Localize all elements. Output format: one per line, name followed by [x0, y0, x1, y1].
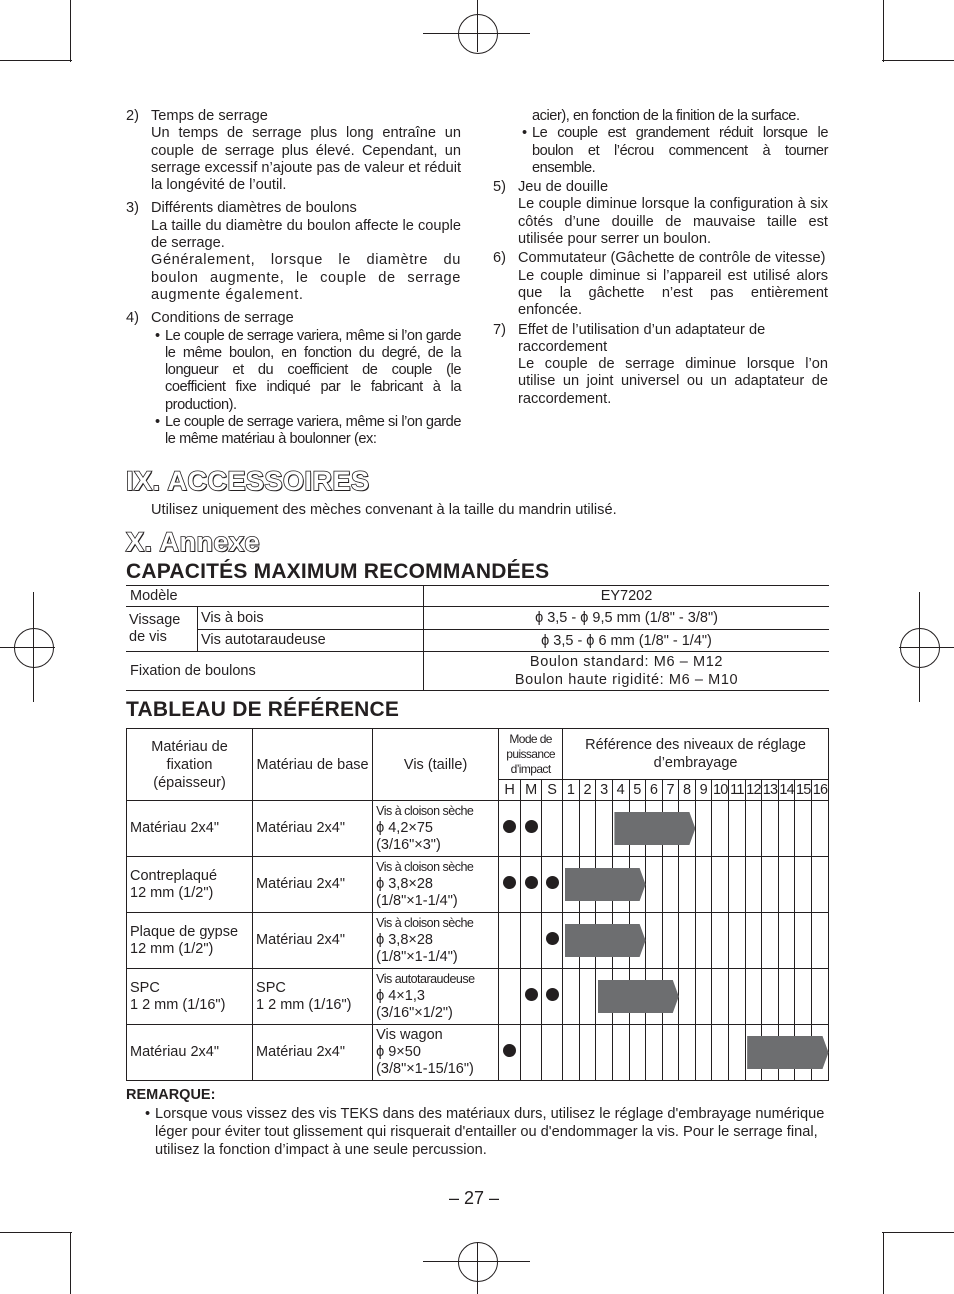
- clutch-cell: [778, 857, 795, 913]
- clutch-cell: [729, 1025, 746, 1081]
- mode-dot: [525, 820, 538, 833]
- clutch-cell: [695, 801, 712, 857]
- fixation-label: Fixation de boulons: [126, 652, 424, 691]
- clutch-cell: [729, 801, 746, 857]
- mode-cell: [542, 969, 563, 1025]
- clutch-cell: [712, 913, 729, 969]
- clutch-range-arrow: [614, 812, 695, 845]
- clutch-cell: [712, 801, 729, 857]
- clutch-cell: [646, 913, 663, 969]
- clutch-cell: [695, 857, 712, 913]
- clutch-cell: [812, 969, 829, 1025]
- clutch-cell: [795, 913, 812, 969]
- mode-cell: [499, 1025, 521, 1081]
- mode-dot: [503, 1044, 516, 1057]
- item-number: 2): [126, 108, 139, 124]
- mode-dot: [546, 932, 559, 945]
- clutch-cell: [778, 913, 795, 969]
- row-material: Matériau 2x4": [127, 801, 253, 857]
- clutch-level-11: 11: [729, 780, 746, 801]
- vissage-cell: [126, 607, 424, 652]
- item-title: Jeu de douille: [518, 179, 609, 196]
- col-base-header: Matériau de base: [253, 729, 373, 801]
- vis-bois-value: ϕ 3,5 - ϕ 9,5 mm (1/8" - 3/8"): [424, 607, 829, 630]
- item-title: Différents diamètres de boulons: [151, 200, 357, 217]
- item-number: 6): [493, 250, 506, 267]
- clutch-cell: [745, 969, 762, 1025]
- crop-mark: [882, 1232, 954, 1233]
- bullet-item: • Le couple de serrage variera, même si l’on garde le même boulon, en fonction du degré, de la longueur et du coefficient de couple (le coefficient fixe indiqué par le fabricant à la production).: [155, 327, 461, 413]
- vis-bois-label: Vis à bois: [198, 607, 423, 630]
- clutch-cell: [812, 857, 829, 913]
- clutch-cell: [762, 857, 779, 913]
- col-material-header: Matériau de fixation (épaisseur): [127, 729, 253, 801]
- item-body: Généralement, lorsque le diamètre du boulon augmente, le couple de serrage augmente également.: [151, 252, 461, 303]
- clutch-cell: [646, 1025, 663, 1081]
- row-material: Contreplaqué 12 mm (1/2"): [127, 857, 253, 913]
- clutch-cell: [729, 857, 746, 913]
- col-screw-header: Vis (taille): [373, 729, 499, 801]
- capacities-table: [126, 585, 829, 691]
- clutch-cell: [778, 801, 795, 857]
- right-text-column: [493, 108, 828, 408]
- clutch-cell: [579, 801, 596, 857]
- clutch-range-arrow: [598, 980, 679, 1013]
- clutch-range-arrow: [565, 868, 646, 901]
- table-row: [127, 1025, 829, 1081]
- remark-text: Lorsque vous vissez des vis TEKS dans des matériaux durs, utilisez le réglage d'embrayage numérique léger pour éviter tout glissement qui risquerait d'entailler ou d'endommager la vis. Pour le serrage final, utilisez la fonction d’impact à une seule percussion.: [155, 1106, 825, 1158]
- mode-dot: [546, 876, 559, 889]
- clutch-cell: [679, 969, 696, 1025]
- mode-dot: [525, 988, 538, 1001]
- clutch-cell: [679, 913, 696, 969]
- row-screw: Vis autotaraudeuse ϕ 4×1,3 (3/16"×1/2"): [373, 969, 499, 1025]
- clutch-cell: [579, 969, 596, 1025]
- row-base: SPC 1 2 mm (1/16"): [253, 969, 373, 1025]
- mode-dot: [503, 876, 516, 889]
- mode-cell: [499, 857, 521, 913]
- reference-table: [126, 728, 829, 1081]
- mode-dot: [525, 876, 538, 889]
- mode-cell: [499, 801, 521, 857]
- item-number: 5): [493, 179, 506, 196]
- row-material: Matériau 2x4": [127, 1025, 253, 1081]
- item-number: 4): [126, 310, 139, 327]
- clutch-cell: [662, 857, 679, 913]
- clutch-cell: [745, 801, 762, 857]
- vissage-values: [424, 607, 830, 652]
- clutch-cell: [646, 857, 663, 913]
- clutch-level-9: 9: [695, 780, 712, 801]
- clutch-cell: [596, 1025, 613, 1081]
- table-row: [127, 857, 829, 913]
- row-material: SPC 1 2 mm (1/16"): [127, 969, 253, 1025]
- clutch-cell: [795, 969, 812, 1025]
- item-title: Temps de serrage: [151, 108, 268, 124]
- clutch-cell: [679, 1025, 696, 1081]
- mode-cell: [542, 913, 563, 969]
- item-number: 3): [126, 200, 139, 217]
- item-body: Le couple diminue lorsque la configuration à six côtés d’une douille de mauvaise taille est utilisée pour serrer un boulon.: [518, 196, 828, 248]
- mode-s: S: [542, 780, 563, 801]
- clutch-cell: [812, 801, 829, 857]
- fixation-values: [424, 652, 830, 691]
- clutch-cell: [795, 857, 812, 913]
- mode-dot: [546, 988, 559, 1001]
- clutch-cell: [795, 801, 812, 857]
- clutch-cell: [695, 1025, 712, 1081]
- crop-mark: [883, 1232, 884, 1294]
- vis-auto-value: ϕ 3,5 - ϕ 6 mm (1/8" - 1/4"): [541, 632, 712, 649]
- item-title: Conditions de serrage: [151, 310, 294, 327]
- clutch-level-6: 6: [646, 780, 663, 801]
- clutch-cell: [712, 1025, 729, 1081]
- mode-cell: [542, 1025, 563, 1081]
- vis-auto-label: Vis autotaraudeuse: [201, 632, 326, 649]
- item-title: Effet de l’utilisation d’un adaptateur de raccordement: [518, 321, 766, 355]
- mode-cell: [521, 913, 542, 969]
- clutch-cell: [729, 969, 746, 1025]
- mode-cell: [521, 969, 542, 1025]
- row-screw: Vis à cloison sèche ϕ 4,2×75 (3/16"×3"): [373, 801, 499, 857]
- clutch-level-12: 12: [745, 780, 762, 801]
- clutch-cell: [712, 969, 729, 1025]
- clutch-cell: [629, 1025, 646, 1081]
- clutch-cell: [563, 1025, 580, 1081]
- item-body: Un temps de serrage plus long entraîne un couple de serrage plus élevé. Cependant, un serrage excessif n’ajoute pas de valeur et réduit la longévité de l’outil.: [151, 125, 461, 194]
- capacities-heading: CAPACITÉS MAXIMUM RECOMMANDÉES: [126, 560, 550, 583]
- clutch-range-arrow: [747, 1036, 828, 1069]
- clutch-cell: [563, 801, 580, 857]
- clutch-cell: [778, 969, 795, 1025]
- item-body: Le couple de serrage diminue lorsque l’on utilise un joint universel ou un adaptateur de raccordement.: [518, 356, 828, 407]
- clutch-cell: [762, 801, 779, 857]
- clutch-level-10: 10: [712, 780, 729, 801]
- clutch-level-2: 2: [579, 780, 596, 801]
- bullet-item: • Le couple de serrage variera, même si l’on garde le même matériau à boulonner (ex:: [155, 414, 461, 448]
- continuation-text: acier), en fonction de la finition de la surface.: [532, 108, 800, 124]
- mode-m: M: [521, 780, 542, 801]
- clutch-cell: [579, 1025, 596, 1081]
- mode-cell: [542, 801, 563, 857]
- row-screw: Vis à cloison sèche ϕ 3,8×28 (1/8"×1-1/4"): [373, 857, 499, 913]
- row-base: Matériau 2x4": [253, 801, 373, 857]
- row-base: Matériau 2x4": [253, 1025, 373, 1081]
- section-ix-title: IX. ACCESSOIRES: [126, 466, 370, 496]
- mode-cell: [521, 857, 542, 913]
- clutch-level-16: 16: [812, 780, 829, 801]
- col-mode-header: Mode de puissance d’impact: [499, 729, 563, 780]
- clutch-level-5: 5: [629, 780, 646, 801]
- vissage-label: Vissage de vis: [126, 607, 198, 651]
- fixation-value-rigid: Boulon haute rigidité: M6 – M10: [514, 672, 739, 688]
- clutch-cell: [812, 913, 829, 969]
- left-text-column: [126, 108, 461, 449]
- clutch-cell: [612, 1025, 629, 1081]
- item-number: 7): [493, 321, 506, 338]
- clutch-level-8: 8: [679, 780, 696, 801]
- section-ix-text: Utilisez uniquement des mèches convenant à la taille du mandrin utilisé.: [151, 502, 617, 518]
- bullet-item: • Le couple est grandement réduit lorsque le boulon et l’écrou commencent à tourner ensemble.: [522, 125, 828, 176]
- clutch-cell: [745, 857, 762, 913]
- table-row: [127, 913, 829, 969]
- clutch-level-3: 3: [596, 780, 613, 801]
- row-screw: Vis à cloison sèche ϕ 3,8×28 (1/8"×1-1/4"): [373, 913, 499, 969]
- mode-cell: [521, 801, 542, 857]
- clutch-level-14: 14: [778, 780, 795, 801]
- model-value: EY7202: [424, 586, 830, 607]
- clutch-cell: [762, 969, 779, 1025]
- clutch-cell: [762, 913, 779, 969]
- row-screw: Vis wagon ϕ 9×50 (3/8"×1-15/16"): [373, 1025, 499, 1081]
- row-material: Plaque de gypse 12 mm (1/2"): [127, 913, 253, 969]
- crop-mark: [0, 1232, 72, 1233]
- clutch-cell: [695, 913, 712, 969]
- crop-mark: [882, 60, 954, 61]
- clutch-level-13: 13: [762, 780, 779, 801]
- model-label: Modèle: [126, 586, 424, 607]
- remark-bullet: • Lorsque vous vissez des vis TEKS dans des matériaux durs, utilisez le réglage d'embrayage numérique léger pour éviter tout glissement qui risquerait d'entailler ou d'endommager la vis. Pour le serrage final, utilisez la fonction d’impact à une seule percussion.: [145, 1105, 829, 1159]
- row-base: Matériau 2x4": [253, 913, 373, 969]
- reference-heading: TABLEAU DE RÉFÉRENCE: [126, 698, 400, 721]
- crop-mark: [883, 0, 884, 62]
- mode-cell: [521, 1025, 542, 1081]
- clutch-range-arrow: [565, 924, 646, 957]
- crop-mark: [70, 1232, 71, 1294]
- clutch-cell: [662, 913, 679, 969]
- clutch-level-15: 15: [795, 780, 812, 801]
- item-body: Le couple diminue si l’appareil est utilisé alors que la gâchette n’est pas entièrement enfoncée.: [518, 267, 828, 319]
- mode-cell: [499, 913, 521, 969]
- table-row: [127, 969, 829, 1025]
- section-x-title: X. Annexe: [126, 527, 261, 557]
- clutch-cell: [563, 969, 580, 1025]
- clutch-level-1: 1: [563, 780, 580, 801]
- mode-dot: [503, 820, 516, 833]
- clutch-cell: [712, 857, 729, 913]
- page-number: – 27 –: [449, 1188, 500, 1208]
- clutch-level-7: 7: [662, 780, 679, 801]
- clutch-cell: [679, 857, 696, 913]
- crop-mark: [70, 0, 71, 62]
- table-row: [127, 801, 829, 857]
- clutch-cell: [729, 913, 746, 969]
- item-title: Commutateur (Gâchette de contrôle de vitesse): [518, 250, 826, 267]
- row-base: Matériau 2x4": [253, 857, 373, 913]
- col-clutch-header: Référence des niveaux de réglage d’embrayage: [563, 729, 829, 780]
- clutch-cell: [745, 913, 762, 969]
- fixation-value-standard: Boulon standard: M6 – M12: [529, 654, 724, 670]
- mode-cell: [499, 969, 521, 1025]
- item-body: La taille du diamètre du boulon affecte le couple de serrage.: [151, 217, 461, 252]
- clutch-cell: [662, 1025, 679, 1081]
- mode-cell: [542, 857, 563, 913]
- crop-mark: [0, 60, 72, 61]
- clutch-cell: [596, 801, 613, 857]
- mode-h: H: [499, 780, 521, 801]
- clutch-cell: [695, 969, 712, 1025]
- remark-label: REMARQUE:: [126, 1087, 216, 1103]
- clutch-level-4: 4: [612, 780, 629, 801]
